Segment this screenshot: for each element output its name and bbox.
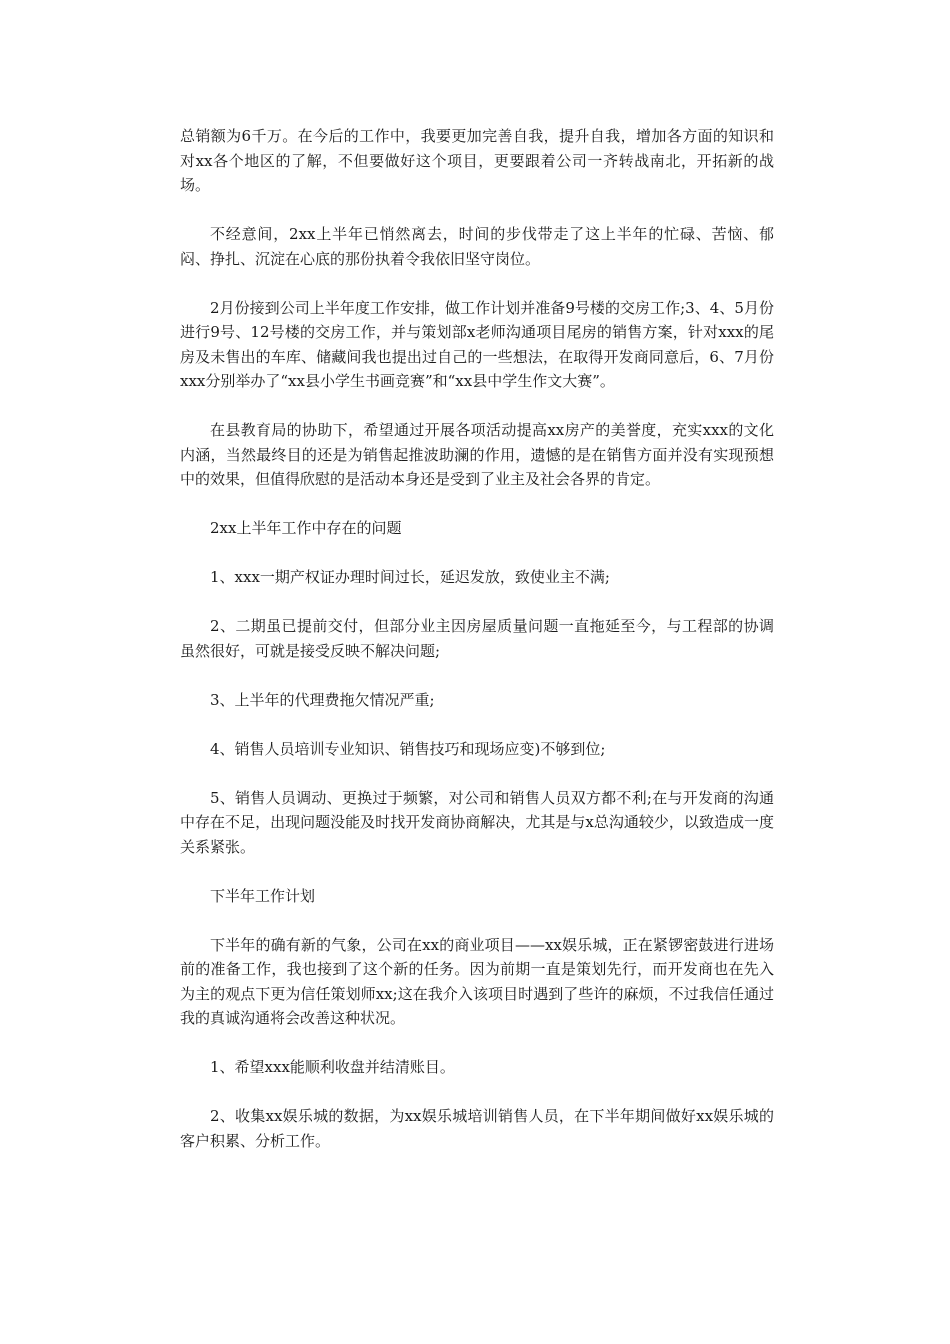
section-heading: 2xx上半年工作中存在的问题 xyxy=(210,519,402,537)
list-item: 2、二期虽已提前交付，但部分业主因房屋质量问题一直拖延至今，与工程部的协调虽然很好，可就是接受反映不解决问题; xyxy=(180,617,774,660)
paragraph: 在县教育局的协助下，希望通过开展各项活动提高xx房产的美誉度，充实xxx的文化内涵，当然最终目的还是为销售起推波助澜的作用，遗憾的是在销售方面并没有实现预想中的效果，但值得欣慰的是活动本身还是受到了业主及社会各界的肯定。 xyxy=(180,421,774,488)
paragraph: 2月份接到公司上半年度工作安排，做工作计划并准备9号楼的交房工作;3、4、5月份进行9号、12号楼的交房工作，并与策划部x老师沟通项目尾房的销售方案，针对xxx的尾房及未售出的车库、储藏间我也提出过自己的一些想法，在取得开发商同意后，6、7月份xxx分别举办了“xx县小学生书画竞赛”和“xx县中学生作文大赛”。 xyxy=(180,298,774,390)
list-item: 4、销售人员培训专业知识、销售技巧和现场应变)不够到位; xyxy=(210,739,606,758)
list-item: 5、销售人员调动、更换过于频繁，对公司和销售人员双方都不利;在与开发商的沟通中存在不足，出现问题没能及时找开发商协商解决，尤其是与x总沟通较少，以致造成一度关系紧张。 xyxy=(180,788,774,856)
list-item: 1、希望xxx能顺利收盘并结清账目。 xyxy=(210,1058,455,1076)
paragraph: 下半年的确有新的气象，公司在xx的商业项目——xx娱乐城，正在紧锣密鼓进行进场前的准备工作，我也接到了这个新的任务。因为前期一直是策划先行，而开发商也在先入为主的观点下更为信任策划师xx;这在我介入该项目时遇到了些许的麻烦，不过我信任通过我的真诚沟通将会改善这种状况。 xyxy=(180,935,774,1027)
list-item: 2、收集xx娱乐城的数据，为xx娱乐城培训销售人员，在下半年期间做好xx娱乐城的客户积累、分析工作。 xyxy=(180,1107,774,1150)
paragraph: 总销额为6千万。在今后的工作中，我要更加完善自我，提升自我，增加各方面的知识和对xx各个地区的了解，不但要做好这个项目，更要跟着公司一齐转战南北，开拓新的战场。 xyxy=(180,127,774,194)
list-item: 1、xxx一期产权证办理时间过长，延迟发放，致使业主不满; xyxy=(210,568,610,586)
paragraph: 不经意间，2xx上半年已悄然离去，时间的步伐带走了这上半年的忙碌、苦恼、郁闷、挣扎、沉淀在心底的那份执着令我依旧坚守岗位。 xyxy=(180,225,774,268)
list-item: 3、上半年的代理费拖欠情况严重; xyxy=(210,690,435,709)
document-body xyxy=(180,124,774,1178)
section-heading: 下半年工作计划 xyxy=(210,886,316,905)
